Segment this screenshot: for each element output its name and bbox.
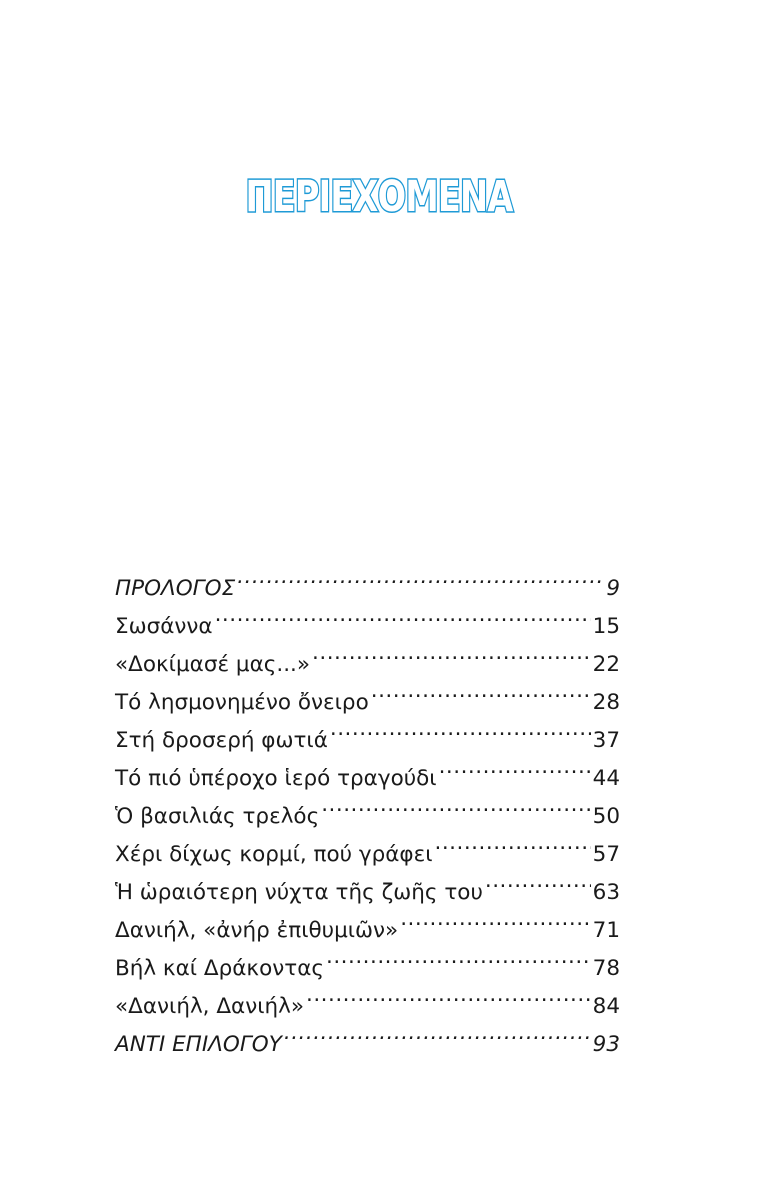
toc-entry-title: Τό πιό ὑπέροχο ἱερό τραγούδι <box>115 766 437 791</box>
dot-leader <box>306 975 591 1013</box>
toc-entry <box>115 557 620 601</box>
dot-leader <box>439 747 591 785</box>
dot-leader <box>321 785 590 823</box>
page-title: ΠΕΡΙΕΧΟΜΕΝΑ <box>245 172 513 222</box>
toc-entry-page: 84 <box>592 994 620 1019</box>
dot-leader <box>330 709 591 747</box>
dot-leader <box>215 595 591 633</box>
toc-entry-page: 50 <box>592 804 620 829</box>
toc-entry-title: Τό λησμονημένο ὄνειρο <box>115 690 369 715</box>
toc-entry-title: Δανιήλ, «ἀνήρ ἐπιθυμιῶν» <box>115 918 399 943</box>
table-of-contents <box>115 557 620 1057</box>
toc-entry-title: «Δανιήλ, Δανιήλ» <box>115 994 305 1019</box>
dot-leader <box>435 823 591 861</box>
dot-leader <box>326 937 591 975</box>
toc-entry-title: Σωσάννα <box>115 614 213 639</box>
dot-leader <box>485 861 591 899</box>
toc-entry-title: Ὁ βασιλιάς τρελός <box>115 804 320 829</box>
toc-entry-title: Χέρι δίχως κορμί, πού γράφει <box>115 842 433 867</box>
toc-entry-page: 15 <box>592 614 620 639</box>
dot-leader <box>312 633 591 671</box>
toc-entry-page: 22 <box>592 652 620 677</box>
toc-entry-title: Βήλ καί Δράκοντας <box>115 956 324 981</box>
dot-leader <box>237 557 604 595</box>
toc-entry-title: ΠΡΟΛΟΓΟΣ <box>115 576 236 601</box>
dot-leader <box>284 1013 591 1051</box>
dot-leader <box>400 899 590 937</box>
toc-entry-page: 93 <box>592 1032 620 1057</box>
toc-entry-page: 37 <box>592 728 620 753</box>
toc-entry-page: 57 <box>592 842 620 867</box>
toc-entry-page: 78 <box>592 956 620 981</box>
toc-entry-page: 9 <box>606 576 620 601</box>
toc-entry-title: Στή δροσερή φωτιά <box>115 728 328 753</box>
toc-entry-page: 71 <box>592 918 620 943</box>
toc-entry-page: 28 <box>592 690 620 715</box>
toc-entry-title: ΑΝΤΙ ΕΠΙΛΟΓΟΥ <box>115 1032 282 1057</box>
toc-entry-page: 44 <box>592 766 620 791</box>
dot-leader <box>371 671 591 709</box>
toc-entry-page: 63 <box>592 880 620 905</box>
toc-entry-title: Ἡ ὡραιότερη νύχτα τῆς ζωῆς του <box>115 880 483 905</box>
toc-entry-title: «Δοκίμασέ μας...» <box>115 652 311 677</box>
